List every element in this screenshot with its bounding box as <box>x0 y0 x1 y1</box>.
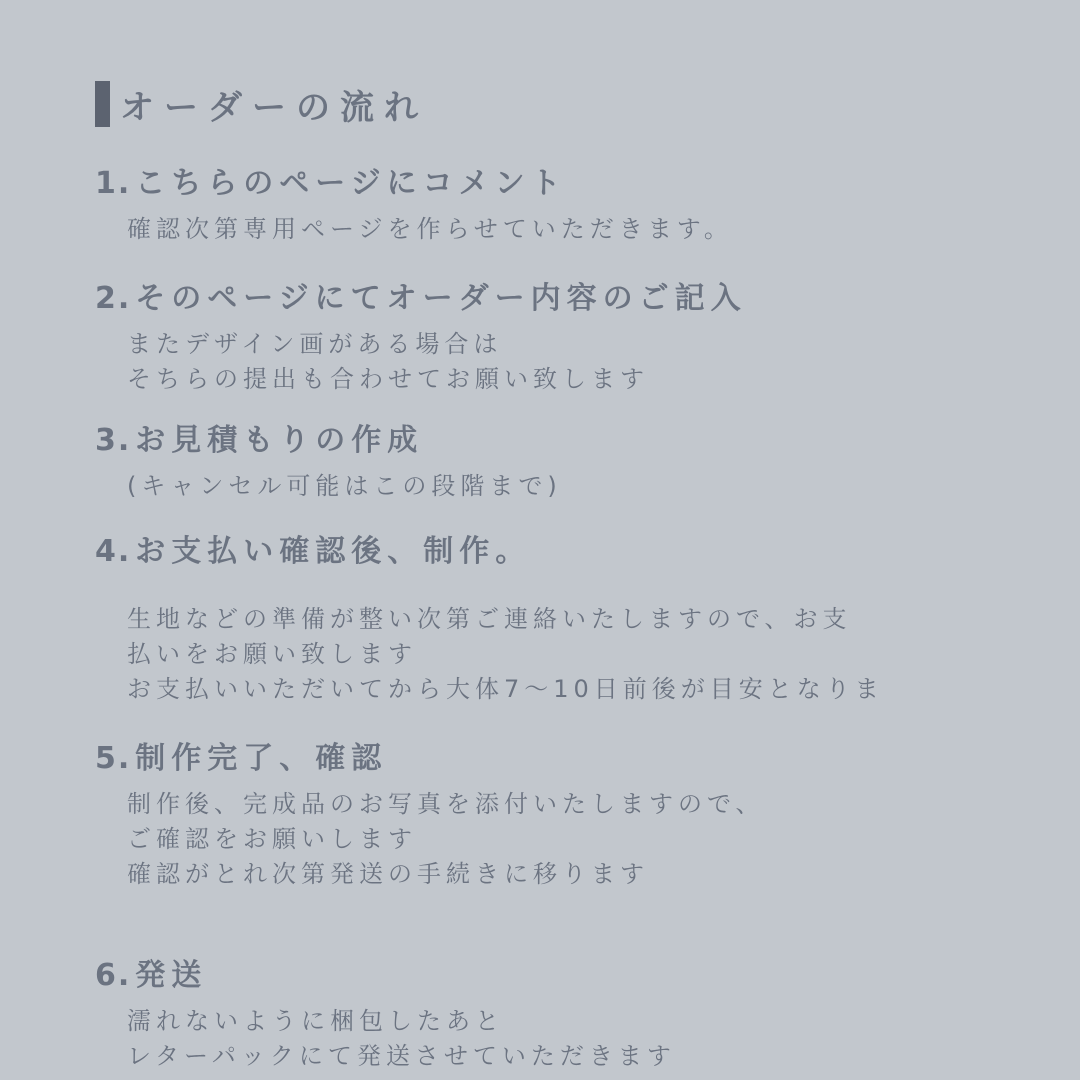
page-title <box>95 80 1020 128</box>
step-item <box>95 950 1020 1074</box>
step-number: 4. <box>95 534 132 569</box>
step-item <box>95 158 1020 247</box>
step-heading-text: お支払い確認後、制作。 <box>135 534 532 569</box>
step-line: 制作後、完成品のお写真を添付いたしますので、 <box>127 790 765 818</box>
step-heading <box>95 950 1020 994</box>
step-heading-text: 発送 <box>135 958 208 993</box>
step-heading-text: そのページにてオーダー内容のご記入 <box>135 281 747 316</box>
step-item <box>95 733 1020 892</box>
page-title-text: オーダーの流れ <box>120 87 428 128</box>
step-number: 3. <box>95 423 132 458</box>
step-heading <box>95 733 1020 777</box>
step-body <box>127 327 1020 397</box>
step-item <box>95 526 1020 707</box>
step-body <box>127 1004 1020 1074</box>
step-item <box>95 415 1020 504</box>
step-line: またデザイン画がある場合は <box>127 330 503 358</box>
step-heading <box>95 415 1020 459</box>
step-line: 生地などの準備が整い次第ご連絡いたしますので、お支 <box>127 605 852 633</box>
step-item <box>95 273 1020 397</box>
step-number: 1. <box>95 166 132 201</box>
step-number: 2. <box>95 281 132 316</box>
step-line: 払いをお願い致します <box>127 640 417 668</box>
step-body <box>127 212 1020 247</box>
step-line: そちらの提出も合わせてお願い致します <box>127 365 649 393</box>
step-heading <box>95 158 1020 202</box>
step-number: 5. <box>95 741 132 776</box>
step-line: (キャンセル可能はこの段階まで) <box>127 472 562 500</box>
step-heading <box>95 526 1020 570</box>
step-heading-text: 制作完了、確認 <box>135 741 388 776</box>
step-body <box>127 787 1020 892</box>
step-heading-text: お見積もりの作成 <box>135 423 424 458</box>
step-line: お支払いいただいてから大体7〜10日前後が目安となりま <box>127 675 884 703</box>
step-heading <box>95 273 1020 317</box>
step-line: レターパックにて発送させていただきます <box>127 1042 676 1070</box>
step-line: ご確認をお願いします <box>127 825 417 853</box>
vertical-bar-icon <box>95 81 110 127</box>
step-body <box>127 602 1020 707</box>
step-line: 確認がとれ次第発送の手続きに移ります <box>127 860 649 888</box>
step-body <box>127 469 1020 504</box>
step-line: 濡れないように梱包したあと <box>127 1007 504 1035</box>
steps-list <box>95 158 1020 1074</box>
step-number: 6. <box>95 958 132 993</box>
step-line: 確認次第専用ページを作らせていただきます。 <box>127 215 733 243</box>
step-heading-text: こちらのページにコメント <box>135 166 567 201</box>
